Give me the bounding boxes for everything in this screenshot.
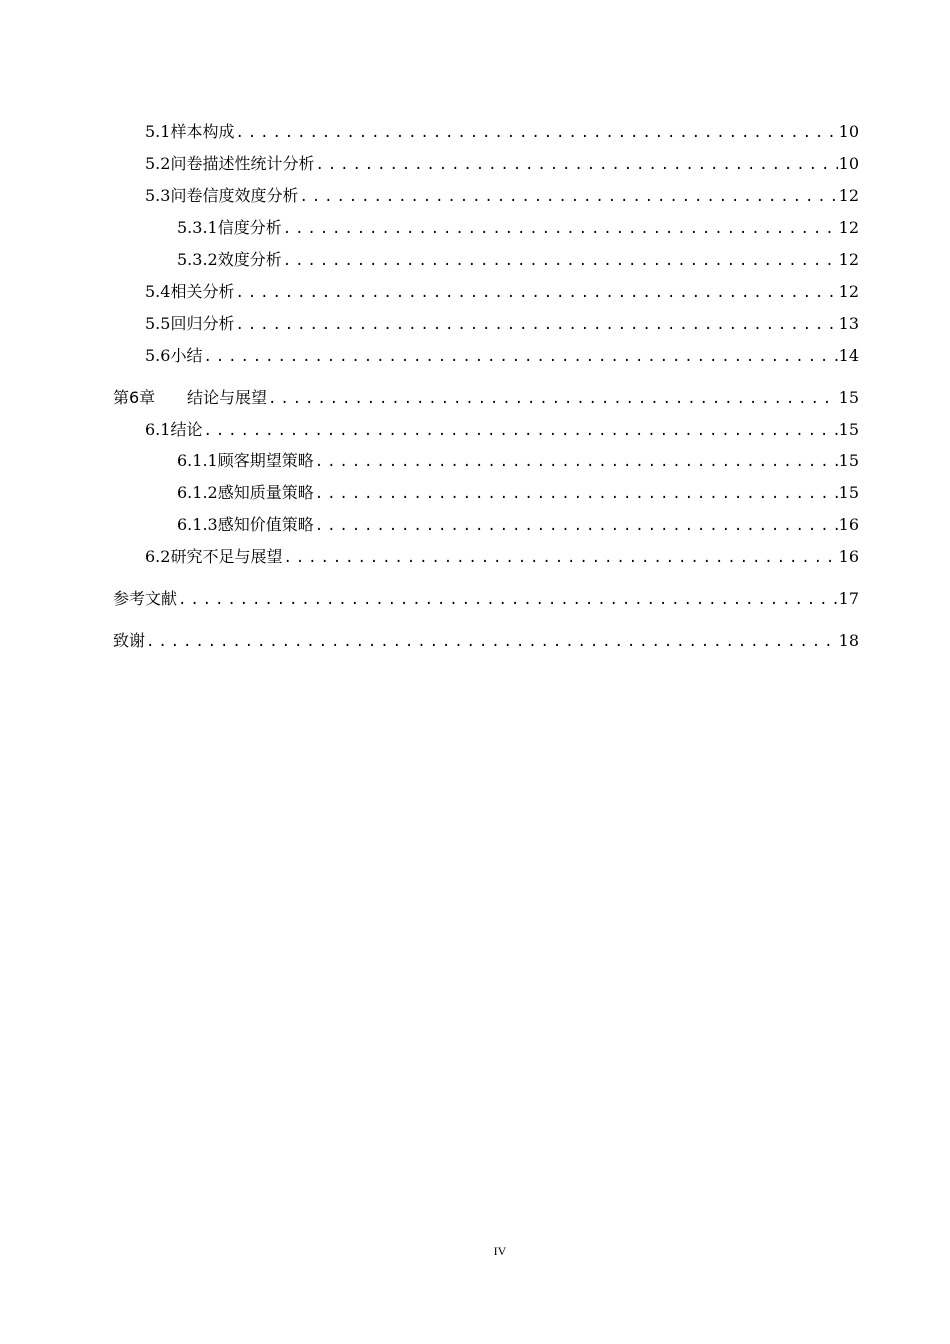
dot-leader [235, 122, 837, 144]
toc-entry-5-3-1[interactable] [177, 217, 859, 240]
toc-entry-5-4[interactable] [145, 281, 859, 304]
dot-leader [146, 631, 838, 653]
toc-entry-references[interactable] [113, 588, 859, 611]
dot-leader [283, 218, 838, 240]
toc-entry-page: 15 [838, 420, 859, 439]
toc-entry-title: 信度分析 [217, 218, 282, 237]
toc-entry-number: 5.6 [145, 346, 171, 365]
toc-entry-title: 结论 [170, 420, 203, 439]
toc-entry-chapter-6[interactable] [113, 387, 859, 410]
toc-entry-page: 12 [838, 218, 859, 237]
toc-entry-page: 10 [838, 154, 859, 173]
toc-entry-page: 12 [838, 282, 859, 301]
toc-entry-6-1-3[interactable] [177, 514, 859, 537]
toc-entry-5-3[interactable] [145, 185, 859, 208]
toc-entry-5-5[interactable] [145, 313, 859, 336]
toc-entry-title: 致谢 [113, 631, 146, 650]
dot-leader [203, 346, 837, 368]
toc-entry-page: 15 [838, 451, 859, 470]
toc-entry-number: 6.2 [145, 547, 171, 566]
toc-entry-6-1-1[interactable] [177, 450, 859, 473]
dot-leader [315, 451, 838, 473]
dot-leader [178, 589, 838, 611]
toc-entry-page: 17 [838, 589, 859, 608]
dot-leader [315, 515, 838, 537]
dot-leader [315, 483, 838, 505]
toc-entry-page: 12 [838, 250, 859, 269]
dot-leader [235, 282, 837, 304]
toc-entry-title: 样本构成 [170, 122, 235, 141]
toc-entry-page: 18 [838, 631, 859, 650]
toc-entry-title: 回归分析 [170, 314, 235, 333]
toc-entry-title: 感知质量策略 [217, 483, 314, 502]
toc-entry-page: 14 [838, 346, 859, 365]
toc-entry-title: 参考文献 [113, 589, 178, 608]
toc-entry-page: 15 [838, 388, 859, 407]
toc-entry-title: 结论与展望 [187, 388, 268, 407]
toc-entry-title: 问卷描述性统计分析 [170, 154, 315, 173]
toc-entry-title: 效度分析 [217, 250, 282, 269]
toc-entry-number: 5.3.1 [177, 218, 218, 237]
toc-entry-number: 6.1 [145, 420, 171, 439]
toc-entry-5-2[interactable] [145, 153, 859, 176]
toc-entry-title: 问卷信度效度分析 [170, 186, 299, 205]
toc-entry-title: 研究不足与展望 [170, 547, 283, 566]
toc-entry-page: 16 [838, 547, 859, 566]
dot-leader [203, 420, 837, 442]
toc-entry-title: 感知价值策略 [217, 515, 314, 534]
toc-entry-6-2[interactable] [145, 546, 859, 569]
toc-entry-acknowledgements[interactable] [113, 630, 859, 653]
toc-entry-page: 16 [838, 515, 859, 534]
toc-entry-number: 5.5 [145, 314, 171, 333]
toc-entry-5-1[interactable] [145, 121, 859, 144]
toc-entry-page: 13 [838, 314, 859, 333]
dot-leader [268, 388, 838, 410]
toc-entry-number: 5.3 [145, 186, 171, 205]
dot-leader [299, 186, 837, 208]
toc-entry-number: 5.4 [145, 282, 171, 301]
page-number: IV [493, 1244, 507, 1258]
dot-leader [283, 547, 837, 569]
toc-entry-page: 12 [838, 186, 859, 205]
toc-entry-number: 6.1.1 [177, 451, 218, 470]
toc-entry-number: 6.1.2 [177, 483, 218, 502]
toc-entry-6-1-2[interactable] [177, 482, 859, 505]
toc-entry-title: 顾客期望策略 [217, 451, 314, 470]
toc-entry-number: 5.3.2 [177, 250, 218, 269]
toc-entry-number: 第6章 [113, 388, 156, 407]
toc-entry-number: 5.2 [145, 154, 171, 173]
dot-leader [283, 250, 838, 272]
toc-entry-5-3-2[interactable] [177, 249, 859, 272]
toc-entry-6-1[interactable] [145, 419, 859, 442]
toc-entry-title: 小结 [170, 346, 203, 365]
toc-entry-title: 相关分析 [170, 282, 235, 301]
toc-entry-number: 6.1.3 [177, 515, 218, 534]
dot-leader [315, 154, 837, 176]
toc-entry-number: 5.1 [145, 122, 171, 141]
toc-entry-page: 10 [838, 122, 859, 141]
toc-entry-5-6[interactable] [145, 345, 859, 368]
toc-entry-page: 15 [838, 483, 859, 502]
dot-leader [235, 314, 837, 336]
